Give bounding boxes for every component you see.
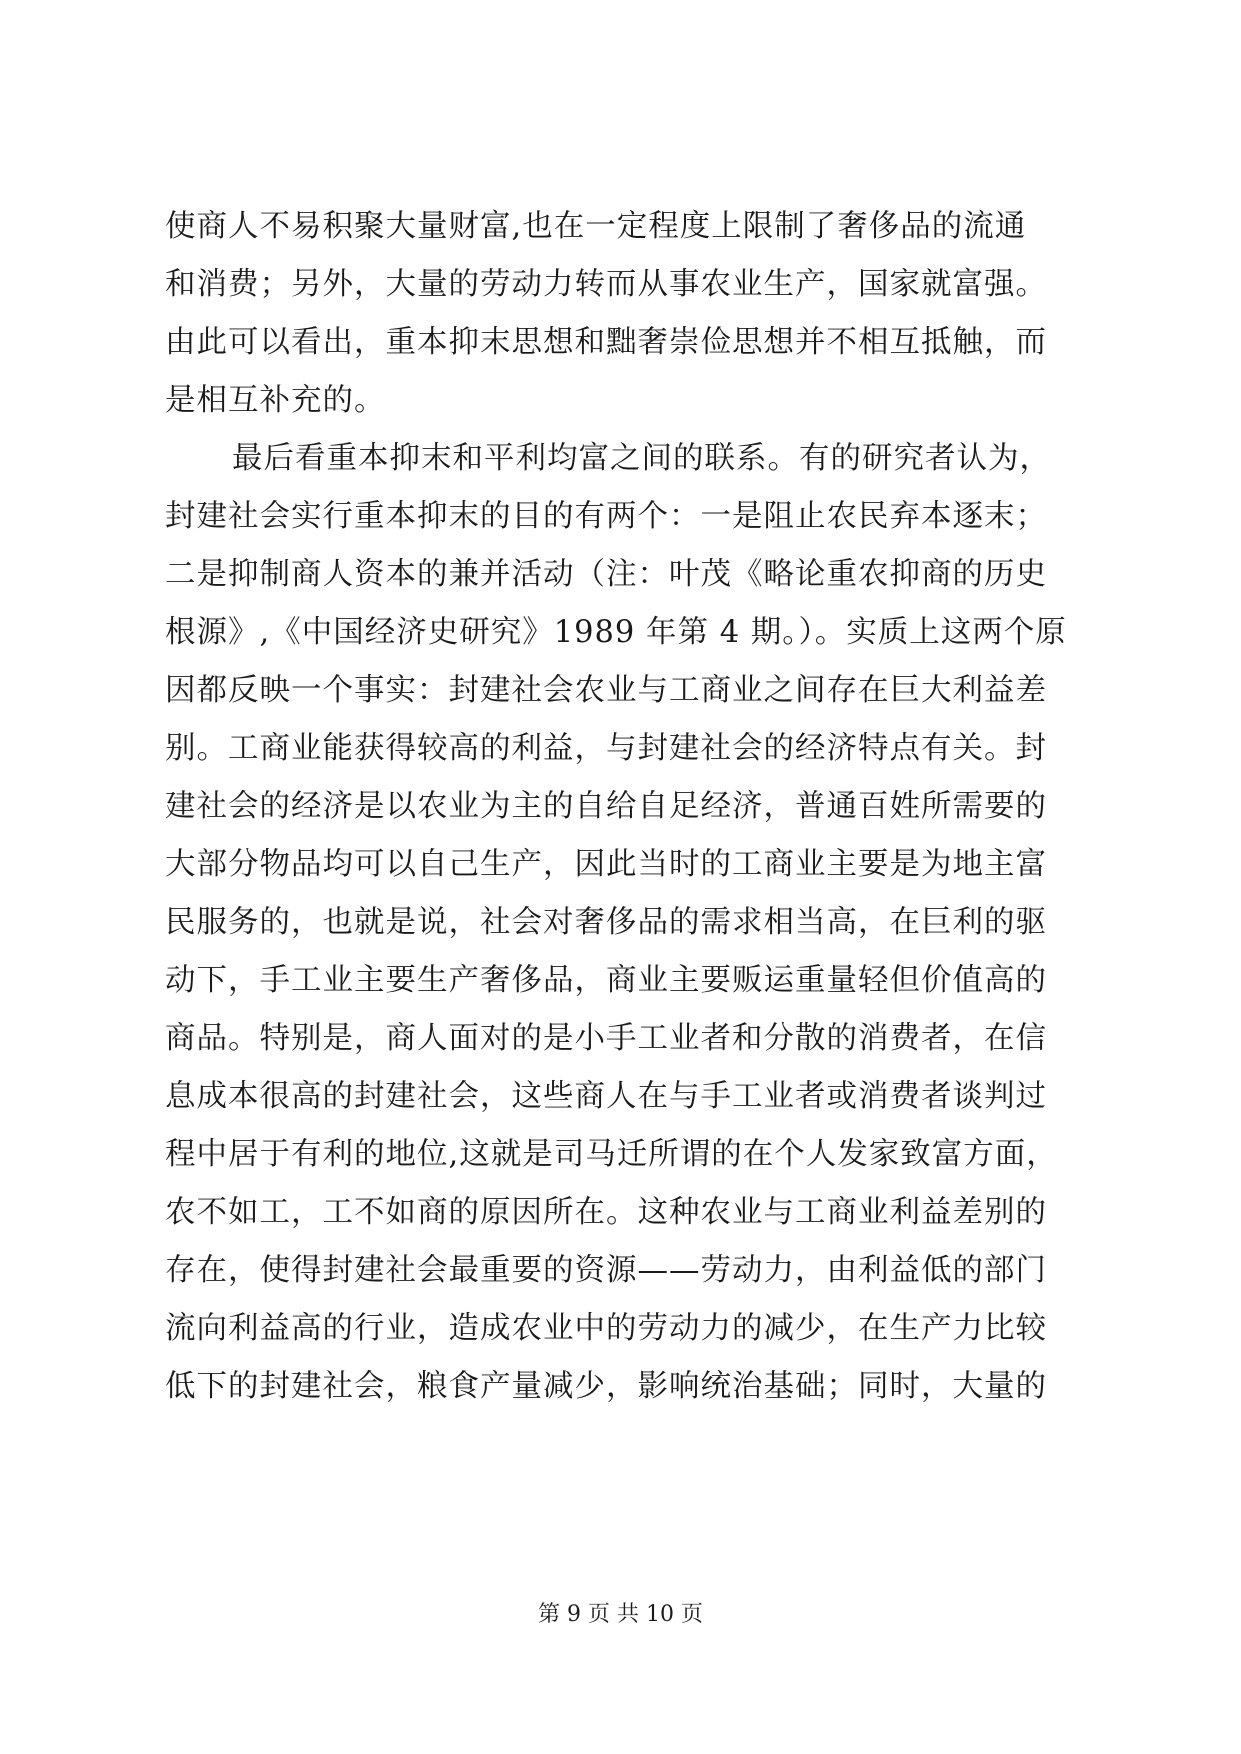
text-line-13: 民服务的，也就是说，社会对奢侈品的需求相当高，在巨利的驱 — [165, 905, 1047, 940]
text-line-9: 因都反映一个事实：封建社会农业与工商业之间存在巨大利益差 — [165, 673, 1047, 708]
text-line-5: 最后看重本抑末和平利均富之间的联系。有的研究者认为， — [232, 441, 1051, 476]
page-number-footer: 第 9 页 共 10 页 — [538, 1602, 703, 1627]
text-line-21: 低下的封建社会，粮食产量减少，影响统治基础；同时，大量的 — [165, 1369, 1047, 1404]
text-line-14: 动下，手工业主要生产奢侈品，商业主要贩运重量轻但价值高的 — [165, 963, 1047, 998]
text-line-12: 大部分物品均可以自己生产，因此当时的工商业主要是为地主富 — [165, 847, 1047, 882]
text-line-17: 程中居于有利的地位,这就是司马迁所谓的在个人发家致富方面， — [165, 1137, 1058, 1172]
text-line-6: 封建社会实行重本抑末的目的有两个：一是阻止农民弃本逐末； — [165, 499, 1047, 534]
text-line-4: 是相互补充的。 — [165, 383, 386, 418]
text-line-20: 流向利益高的行业，造成农业中的劳动力的减少，在生产力比较 — [165, 1311, 1047, 1346]
text-line-15: 商品。特别是，商人面对的是小手工业者和分散的消费者，在信 — [165, 1021, 1047, 1056]
text-line-1: 使商人不易积聚大量财富,也在一定程度上限制了奢侈品的流通 — [165, 209, 1027, 244]
text-line-19: 存在，使得封建社会最重要的资源——劳动力，由利益低的部门 — [165, 1253, 1047, 1288]
text-line-11: 建社会的经济是以农业为主的自给自足经济，普通百姓所需要的 — [165, 789, 1047, 824]
text-line-7: 二是抑制商人资本的兼并活动（注：叶茂《略论重农抑商的历史 — [165, 557, 1047, 592]
text-line-10: 别。工商业能获得较高的利益，与封建社会的经济特点有关。封 — [165, 731, 1047, 766]
text-line-3: 由此可以看出，重本抑末思想和黜奢崇俭思想并不相互抵触，而 — [165, 325, 1047, 360]
text-line-2: 和消费；另外，大量的劳动力转而从事农业生产，国家就富强。 — [165, 267, 1047, 302]
text-line-18: 农不如工，工不如商的原因所在。这种农业与工商业利益差别的 — [165, 1195, 1047, 1230]
text-line-16: 息成本很高的封建社会，这些商人在与手工业者或消费者谈判过 — [165, 1079, 1047, 1114]
text-line-8: 根源》,《中国经济史研究》1989 年第 4 期。）。实质上这两个原 — [165, 615, 1067, 650]
